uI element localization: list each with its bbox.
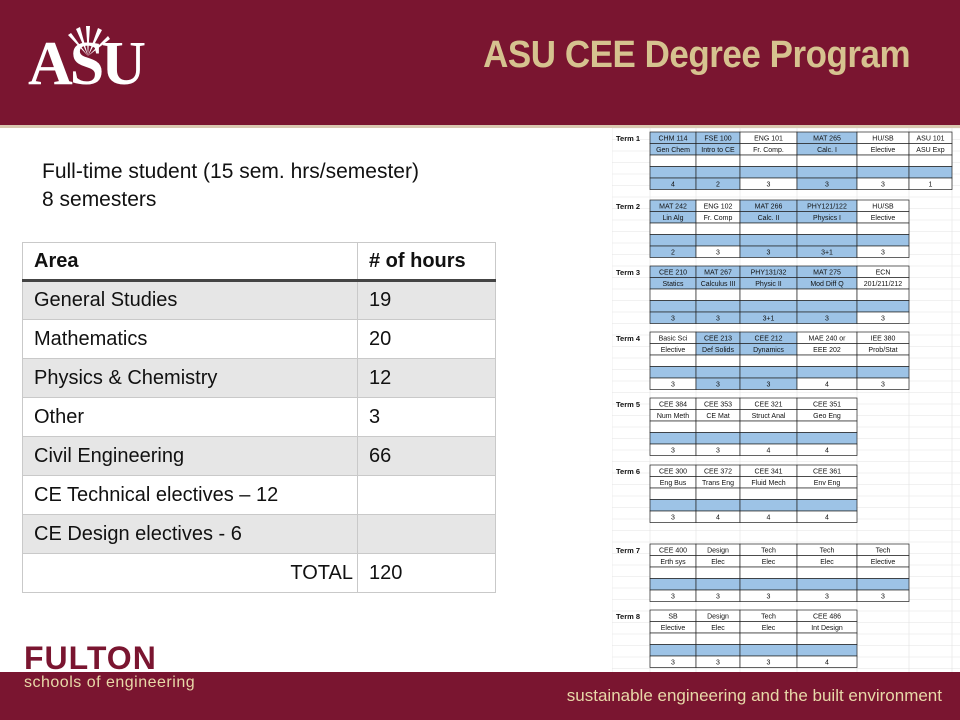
course-cell [740,567,797,579]
course-name: Trans Eng [701,480,735,487]
course-hours: 3 [671,659,675,667]
course-hours: 3 [716,447,720,455]
area-cell: Physics & Chemistry [23,359,358,398]
course-cell [740,633,797,645]
course-cell [650,167,696,179]
course-hours: 3 [881,249,885,257]
course-cell [650,488,696,500]
course-cell [797,421,857,433]
course-code: MAT 266 [754,203,783,211]
area-cell: CE Design electives - 6 [23,515,358,554]
course-code: HU/SB [872,203,894,211]
table-row [23,320,496,359]
course-hours: 4 [825,447,829,455]
course-cell [696,301,740,313]
course-name: Mod Diff Q [810,281,844,288]
footer-tagline: sustainable engineering and the built environment [566,686,942,705]
course-cell [909,167,952,179]
course-code: ENG 102 [703,203,733,211]
table-row [23,515,496,554]
course-cell [797,579,857,591]
course-cell [909,155,952,167]
course-name: Physic II [755,281,782,288]
course-name: Fluid Mech [751,480,786,487]
course-cell [797,301,857,313]
course-name: Lin Alg [662,215,684,222]
course-cell [857,355,909,367]
course-cell [857,155,909,167]
course-cell [797,488,857,500]
course-cell [797,633,857,645]
area-cell: Civil Engineering [23,437,358,476]
course-cell [696,579,740,591]
course-cell [650,579,696,591]
course-hours: 3 [671,315,675,323]
course-hours: 3 [881,181,885,189]
course-name: Elective [660,625,686,632]
course-name: Elective [660,347,686,354]
course-name: Elec [761,559,776,566]
page-title: ASU CEE Degree Program [482,34,910,76]
hours-cell: 12 [358,359,496,398]
course-code: ECN [875,269,891,277]
course-hours: 3 [671,381,675,389]
course-cell [650,500,696,512]
course-cell [740,645,797,657]
course-code: Basic Sci [658,335,688,343]
course-code: MAT 265 [813,135,841,143]
course-code: CEE 210 [658,269,688,277]
course-cell [857,567,909,579]
course-name: EEE 202 [813,347,841,354]
course-cell [650,633,696,645]
course-name: Elective [870,215,896,222]
course-cell [740,500,797,512]
course-name: Env Eng [813,480,841,487]
course-name: Elec [711,625,725,632]
table-row [23,281,496,320]
course-name: Intro to CE [701,147,735,154]
course-cell [696,155,740,167]
course-cell [696,421,740,433]
course-name: 201/211/212 [863,281,903,288]
course-name: Int Design [811,625,843,632]
course-cell [797,567,857,579]
course-code: MAT 275 [813,269,841,277]
fulton-brand: FULTON [24,640,157,676]
spreadsheet-grid [612,128,960,672]
course-cell [650,433,696,445]
course-hours: 4 [825,381,829,389]
course-cell [650,155,696,167]
course-hours: 3 [881,593,885,601]
course-hours: 4 [766,514,771,522]
course-hours: 4 [825,659,829,667]
course-hours: 3 [881,381,885,389]
course-cell [650,235,696,247]
area-cell: Other [23,398,358,437]
course-cell [797,167,857,179]
term-label: Term 6 [616,467,641,476]
course-cell [696,645,740,657]
header-hours: # of hours [358,243,496,281]
hours-cell [358,515,496,554]
course-code: MAT 267 [704,269,732,277]
course-code: CEE 372 [703,468,733,476]
course-cell [650,301,696,313]
info-line-1: Full-time student (15 sem. hrs/semester) [42,160,419,183]
table-header-row [23,243,496,281]
course-cell [857,289,909,301]
course-cell [650,645,696,657]
course-cell [740,301,797,313]
course-name: Elective [870,147,896,154]
course-hours: 3 [881,315,885,323]
course-hours: 3 [716,593,720,601]
course-hours: 3 [766,181,771,189]
course-cell [696,500,740,512]
course-code: CEE 213 [703,335,733,343]
course-code: CEE 400 [658,547,688,555]
course-name: Elec [711,559,725,566]
term-label: Term 5 [616,400,641,409]
course-code: CEE 321 [754,401,783,409]
course-code: CEE 361 [812,468,842,476]
course-cell [740,433,797,445]
course-name: Calc. I [817,147,837,154]
course-cell [740,289,797,301]
term-label: Term 2 [616,202,641,211]
course-code: HU/SB [872,135,894,143]
fulton-subtitle: schools of engineering [24,674,196,691]
course-hours: 3 [716,249,720,257]
course-name: CE Mat [706,413,730,420]
course-name: Prob/Stat [868,347,898,354]
course-code: CHM 114 [658,135,688,143]
course-code: FSE 100 [704,135,732,143]
course-code: Tech [761,613,776,621]
course-cell [797,355,857,367]
course-hours: 3 [766,381,771,389]
course-name: Geo Eng [813,413,841,420]
hours-cell: 20 [358,320,496,359]
hours-cell [358,476,496,515]
course-name: Erth sys [660,559,686,566]
hours-cell: 66 [358,437,496,476]
course-name: Eng Bus [659,480,687,487]
course-hours: 3 [825,181,829,189]
course-cell [696,367,740,379]
course-hours: 3 [671,593,675,601]
course-code: ASU 101 [916,135,945,143]
area-cell: Mathematics [23,320,358,359]
hours-table [22,242,496,593]
header-area: Area [23,243,358,281]
course-code: Tech [875,547,891,555]
course-cell [740,579,797,591]
course-cell [797,235,857,247]
table-row [23,359,496,398]
course-cell [650,421,696,433]
course-cell [696,355,740,367]
course-hours: 4 [825,514,829,522]
course-cell [857,167,909,179]
course-code: CEE 384 [658,401,688,409]
course-hours: 4 [671,181,675,189]
course-cell [740,488,797,500]
course-code: SB [668,613,678,621]
course-cell [740,421,797,433]
course-name: Dynamics [753,347,784,354]
course-cell [740,223,797,235]
course-hours: 3 [825,593,829,601]
course-name: Def Solids [702,347,734,354]
term-label: Term 8 [616,612,641,621]
course-cell [857,367,909,379]
hours-cell: 3 [358,398,496,437]
course-hours: 1 [928,181,933,189]
course-name: Fr. Comp [703,215,733,222]
course-code: MAT 242 [659,203,687,211]
course-cell [857,579,909,591]
course-hours: 3+1 [762,315,775,323]
course-hours: 3 [716,315,720,323]
course-cell [696,289,740,301]
course-hours: 3+1 [821,249,833,257]
course-hours: 3 [766,593,771,601]
course-cell [650,367,696,379]
course-cell [696,488,740,500]
course-code: IEE 380 [870,335,896,343]
info-line-2: 8 semesters [42,188,157,211]
course-code: Design [707,547,729,555]
term-label: Term 1 [616,134,641,143]
course-code: Tech [761,547,776,555]
course-code: CEE 353 [703,401,733,409]
course-code: PHY131/32 [750,269,787,277]
course-cell [797,433,857,445]
course-cell [740,167,797,179]
term-label: Term 7 [616,546,641,555]
course-name: Elective [870,559,896,566]
course-name: Struct Anal [751,413,786,420]
course-code: Tech [819,547,835,555]
course-cell [650,289,696,301]
course-hours: 4 [716,514,720,522]
table-row [23,476,496,515]
course-name: Calc. II [757,215,780,222]
course-code: CEE 351 [812,401,842,409]
course-code: CEE 341 [754,468,783,476]
course-name: Elec [761,625,776,632]
course-cell [857,301,909,313]
course-cell [696,567,740,579]
course-cell [650,223,696,235]
course-name: Calculus III [700,281,736,288]
course-code: Design [707,613,729,621]
course-cell [696,223,740,235]
student-info [42,158,419,214]
course-cell [696,167,740,179]
course-code: CEE 486 [812,613,842,621]
course-hours: 3 [825,315,829,323]
asu-logo [28,18,178,99]
course-name: Physics I [812,215,842,222]
course-cell [696,235,740,247]
course-hours: 3 [766,249,771,257]
total-value: 120 [358,554,496,593]
course-cell [650,567,696,579]
course-code: MAE 240 or [808,335,846,343]
course-cell [740,155,797,167]
term-label: Term 4 [616,334,641,343]
course-cell [797,500,857,512]
course-name: ASU Exp [916,147,945,154]
course-cell [696,633,740,645]
course-cell [857,235,909,247]
area-cell: CE Technical electives – 12 [23,476,358,515]
course-name: Statics [662,281,684,288]
total-label: TOTAL [23,554,358,593]
course-hours: 3 [671,447,675,455]
course-cell [650,355,696,367]
course-hours: 4 [766,447,771,455]
course-cell [797,155,857,167]
course-name: Fr. Comp. [753,147,784,154]
term-label: Term 3 [616,268,641,277]
course-cell [740,367,797,379]
course-code: CEE 300 [658,468,688,476]
course-cell [797,367,857,379]
course-code: ENG 101 [754,135,783,143]
course-name: Elec [820,559,834,566]
course-code: CEE 212 [754,335,783,343]
course-name: Gen Chem [656,147,690,154]
course-cell [740,355,797,367]
table-row [23,398,496,437]
logo-text: ASU [28,30,144,94]
table-row [23,437,496,476]
course-spreadsheet [612,128,960,672]
course-hours: 2 [671,249,675,257]
course-hours: 3 [766,659,771,667]
course-code: PHY121/122 [807,203,847,211]
table-row-total [23,554,496,593]
hours-cell: 19 [358,281,496,320]
course-hours: 3 [716,659,720,667]
course-hours: 3 [671,514,675,522]
course-cell [696,433,740,445]
course-hours: 2 [716,181,720,189]
course-cell [857,223,909,235]
course-cell [797,289,857,301]
area-cell: General Studies [23,281,358,320]
course-cell [740,235,797,247]
course-cell [797,223,857,235]
course-hours: 3 [716,381,720,389]
course-name: Num Meth [656,413,690,420]
course-cell [797,645,857,657]
